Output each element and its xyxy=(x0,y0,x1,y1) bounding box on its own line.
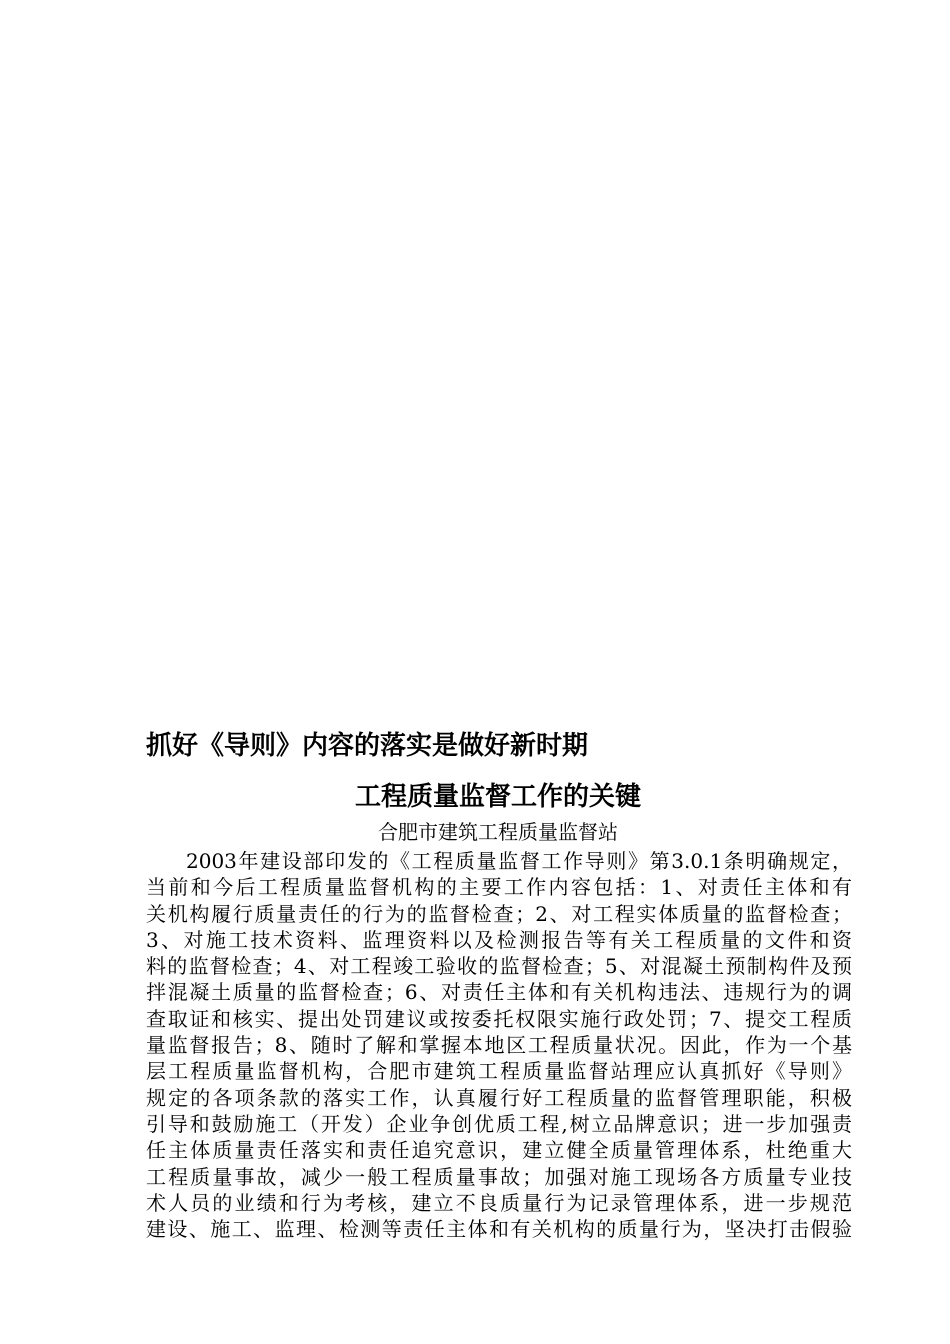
body-line: 拌混凝土质量的监督检查；6、对责任主体和有关机构违法、违规行为的调 xyxy=(146,980,852,1005)
body-line: 工程质量事故，减少一般工程质量事故；加强对施工现场各方质量专业技 xyxy=(146,1164,852,1189)
body-line: 层工程质量监督机构，合肥市建筑工程质量监督站理应认真抓好《导则》 xyxy=(146,1059,852,1084)
body-line: 规定的各项条款的落实工作，认真履行好工程质量的监督管理职能，积极 xyxy=(146,1085,852,1110)
body-line: 任主体质量责任落实和责任追究意识，建立健全质量管理体系，杜绝重大 xyxy=(146,1138,852,1163)
body-line: 料的监督检查；4、对工程竣工验收的监督检查；5、对混凝土预制构件及预 xyxy=(146,954,852,979)
body-line: 3、对施工技术资料、监理资料以及检测报告等有关工程质量的文件和资 xyxy=(146,927,852,952)
body-line: 查取证和核实、提出处罚建议或按委托权限实施行政处罚；7、提交工程质 xyxy=(146,1006,852,1031)
document-author: 合肥市建筑工程质量监督站 xyxy=(378,820,618,844)
body-line: 量监督报告；8、随时了解和掌握本地区工程质量状况。因此，作为一个基 xyxy=(146,1033,852,1058)
document-body xyxy=(146,848,852,1242)
body-line: 当前和今后工程质量监督机构的主要工作内容包括：1、对责任主体和有 xyxy=(146,875,852,900)
body-line: 2003年建设部印发的《工程质量监督工作导则》第3.0.1条明确规定， xyxy=(186,849,852,873)
body-line: 术人员的业绩和行为考核，建立不良质量行为记录管理体系，进一步规范 xyxy=(146,1190,852,1215)
document-title-line-2: 工程质量监督工作的关键 xyxy=(354,782,641,812)
body-line: 关机构履行质量责任的行为的监督检查；2、对工程实体质量的监督检查； xyxy=(146,901,852,926)
body-line: 建设、施工、监理、检测等责任主体和有关机构的质量行为，坚决打击假验 xyxy=(146,1217,852,1242)
document-title-line-1: 抓好《导则》内容的落实是做好新时期 xyxy=(146,731,589,761)
body-line: 引导和鼓励施工（开发）企业争创优质工程,树立品牌意识；进一步加强责 xyxy=(146,1111,852,1136)
